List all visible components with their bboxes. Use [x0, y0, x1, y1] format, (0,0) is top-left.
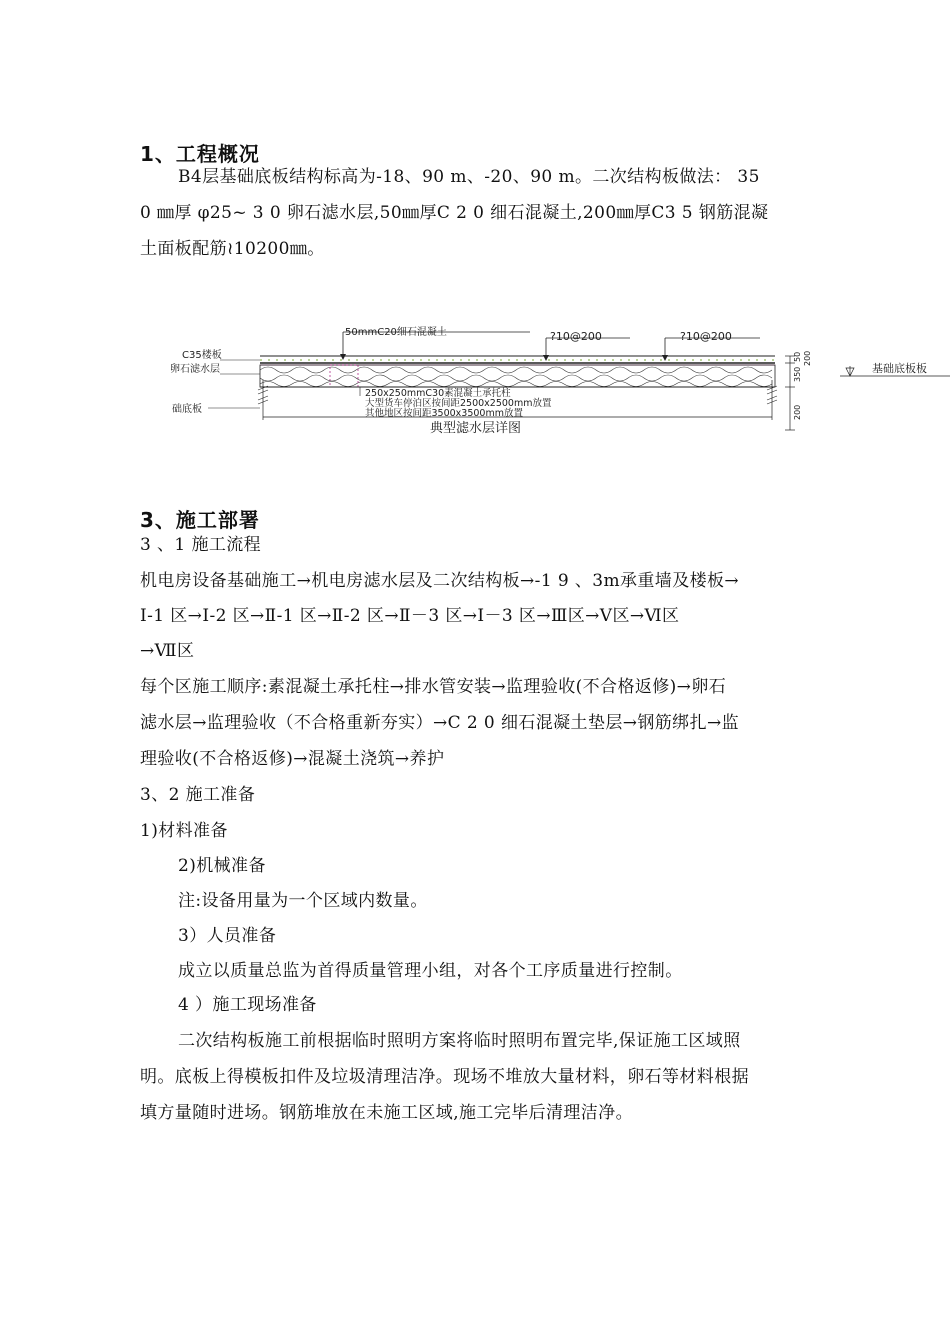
gravel-pattern [260, 367, 772, 387]
order-line-3: 理验收(不合格返修)→混凝土浇筑→养护 [140, 749, 445, 769]
prep-site: 4 ）施工现场准备 [178, 995, 317, 1015]
site-line-3: 填方量随时进场。钢筋堆放在未施工区域,施工完毕后清理洁净。 [140, 1103, 634, 1123]
diagram-note-2: 大型货车停泊区按间距2500x2500mm放置 [365, 398, 552, 409]
diagram-left-label-3: 础底板 [172, 404, 202, 415]
diagram-left-label-1: C35楼板 [182, 350, 222, 361]
order-line-1: 每个区施工顺序:素混凝土承托柱→排水管安装→监理验收(不合格返修)→卵石 [140, 677, 727, 697]
site-line-2: 明。底板上得模板扣件及垃圾清理洁净。现场不堆放大量材料，卵石等材料根据 [140, 1067, 749, 1087]
dim-label-3: 350 [793, 366, 802, 382]
prep-personnel: 3）人员准备 [178, 926, 277, 946]
flow-line-2: Ⅰ-1 区→Ⅰ-2 区→Ⅱ-1 区→Ⅱ-2 区→Ⅱ－3 区→Ⅰ－3 区→Ⅲ区→Ⅴ区→Ⅵ区 [140, 606, 680, 626]
diagram-right-label: 基础底板板 [872, 362, 927, 375]
prep-materials: 1)材料准备 [140, 821, 228, 841]
overview-line-3: 土面板配筋≀10200㎜。 [140, 239, 325, 259]
diagram-caption: 典型滤水层详图 [430, 421, 522, 436]
filter-layer-detail-diagram [160, 320, 950, 440]
prep-machinery: 2)机械准备 [178, 856, 266, 876]
overview-line-2: 0 ㎜厚 φ25~ 3 0 卵石滤水层,50㎜厚C 2 0 细石混凝土,200㎜厚C3 5 钢筋混凝 [140, 203, 769, 223]
dim-label-2: 200 [803, 350, 812, 366]
flow-line-3: →Ⅶ区 [140, 641, 195, 661]
section-3-heading: 3、施工部署 [140, 508, 260, 532]
dim-label-1: 50 [793, 351, 802, 362]
subsection-3-2-title: 3、2 施工准备 [140, 785, 256, 805]
order-line-2: 滤水层→监理验收（不合格重新夯实）→C 2 0 细石混凝土垫层→钢筋绑扎→监 [140, 713, 740, 733]
section-1-heading: 1、工程概况 [140, 142, 260, 166]
prep-personnel-text: 成立以质量总监为首得质量管理小组，对各个工序质量进行控制。 [178, 961, 683, 981]
diagram-rebar-label-1: ?10@200 [550, 330, 602, 343]
flow-line-1: 机电房设备基础施工→机电房滤水层及二次结构板→-1 9 、3m承重墙及楼板→ [140, 571, 740, 591]
diagram-left-label-2: 卵石滤水层 [170, 364, 220, 375]
diagram-note-3: 其他地区按间距3500x3500mm放置 [365, 408, 523, 419]
subsection-3-1-title: 3 、1 施工流程 [140, 535, 262, 555]
diagram-rebar-label-2: ?10@200 [680, 330, 732, 343]
dim-label-4: 200 [793, 404, 802, 420]
overview-line-1: B4层基础底板结构标高为-18、90 m、-20、90 m。二次结构板做法： 35 [178, 167, 760, 187]
diagram-note-1: 250x250mmC30素混凝土承托柱 [365, 388, 511, 399]
site-line-1: 二次结构板施工前根据临时照明方案将临时照明布置完毕,保证施工区域照 [178, 1031, 741, 1051]
prep-note: 注:设备用量为一个区域内数量。 [178, 891, 428, 911]
diagram-top-label: 50mmC20细石混凝土 [345, 327, 447, 338]
